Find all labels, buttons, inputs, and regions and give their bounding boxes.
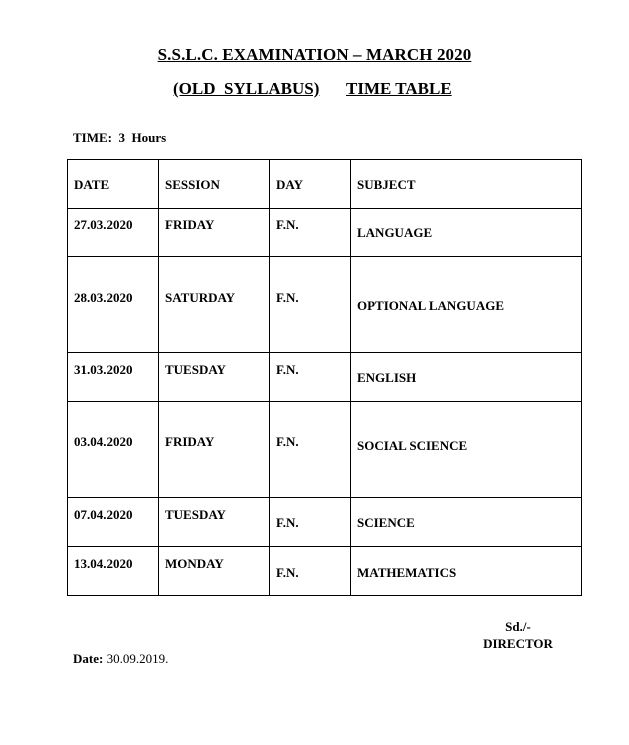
row-subject: LANGUAGE (351, 209, 582, 257)
row-session: FRIDAY (159, 402, 270, 498)
issue-date (73, 651, 168, 667)
header-subject: SUBJECT (351, 160, 582, 209)
date-label: Date: (73, 651, 104, 666)
table-row (68, 402, 582, 498)
subtitle-row (0, 79, 629, 101)
row-date: 13.04.2020 (68, 547, 159, 596)
row-subject: OPTIONAL LANGUAGE (351, 257, 582, 353)
header-date: DATE (68, 160, 159, 209)
timetable (67, 159, 582, 596)
table-row (68, 547, 582, 596)
header-session: SESSION (159, 160, 270, 209)
row-date: 31.03.2020 (68, 353, 159, 402)
row-date: 03.04.2020 (68, 402, 159, 498)
table-row (68, 498, 582, 547)
row-day: F.N. (270, 353, 351, 402)
time-table-label: TIME TABLE (346, 79, 452, 98)
row-date: 27.03.2020 (68, 209, 159, 257)
row-session: TUESDAY (159, 498, 270, 547)
row-day: F.N. (270, 402, 351, 498)
row-subject: MATHEMATICS (351, 547, 582, 596)
row-session: FRIDAY (159, 209, 270, 257)
row-date: 07.04.2020 (68, 498, 159, 547)
signature-block (478, 618, 558, 652)
row-subject: SOCIAL SCIENCE (351, 402, 582, 498)
document-title: S.S.L.C. EXAMINATION – MARCH 2020 (157, 45, 472, 64)
row-subject: SCIENCE (351, 498, 582, 547)
row-subject: ENGLISH (351, 353, 582, 402)
row-day: F.N. (270, 498, 351, 547)
row-session: MONDAY (159, 547, 270, 596)
header-day: DAY (270, 160, 351, 209)
syllabus-label: (OLD SYLLABUS) (173, 79, 320, 98)
row-day: F.N. (270, 209, 351, 257)
signature-sd: Sd./- (505, 619, 531, 634)
table-row (68, 257, 582, 353)
table-row (68, 209, 582, 257)
row-day: F.N. (270, 547, 351, 596)
table-header-row (68, 160, 582, 209)
table-row (68, 353, 582, 402)
row-session: TUESDAY (159, 353, 270, 402)
signature-director: DIRECTOR (483, 636, 553, 651)
row-session: SATURDAY (159, 257, 270, 353)
row-date: 28.03.2020 (68, 257, 159, 353)
date-value: 30.09.2019. (103, 651, 169, 666)
row-day: F.N. (270, 257, 351, 353)
exam-duration: TIME: 3 Hours (73, 130, 167, 145)
